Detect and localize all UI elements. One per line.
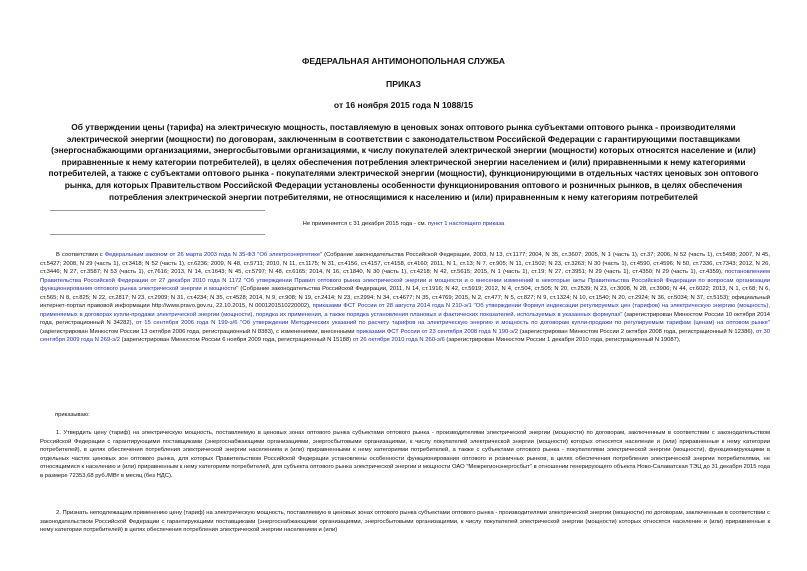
date-number-heading: от 16 ноября 2015 года N 1088/15 [333, 100, 474, 110]
applicability-note [0, 221, 807, 227]
preamble-text: В соответствии с [56, 252, 105, 258]
ordered-clause: приказываю: [55, 412, 90, 418]
document-title: Об утверждении цены (тарифа) на электрическую мощность, поставляемую в ценовых зонах оптового рынка субъектами оптового рынка - производителями электрической энергии (мощности) по договорам, заключенным в соответствии с законодательством Российской Федерации с гарантирующими поставщиками (энергоснабжающими организациями, энергосбытовыми организациями, к числу покупателей электрической энергии (мощности) которых относятся население и (или) приравненные к нему категории потребителей), в целях обеспечения потребления электрической энергии населением и (или) приравненными к нему категориями потребителей, а также с субъектами оптового рынка - покупателями электрической энергии (мощности), функционирующими в отдельных частях ценовых зон оптового рынка, для которых Правительством Российской Федерации установлены особенности функционирования оптового и розничных рынков, в целях обеспечения потребления электрической энергии потребителями, не относящимися к населению и (или) приравненным к нему категориям потребителей [48, 122, 759, 202]
reference-link[interactable]: приказами ФСТ России от 28 августа 2014 года N 210-э/1 "Об утверждении Формул индексации регулируемых цен (тарифов) на электрическую энергию (мощность), применяемых в договорах купли-продажи электрической энергии (мощности), порядка их применения, а также порядка установления плановых и фактических показателей, используемых в указанных формулах" [40, 303, 771, 318]
preamble-text: (зарегистрирован Минюстом России 1 декабря 2010 года, регистрационный N 19087), [444, 337, 681, 344]
preamble-text: (зарегистрирован Минюстом России 6 ноября 2009 года, регистрационный N 15188) [120, 337, 353, 344]
reference-link[interactable]: приказами ФСТ России от 23 сентября 2008 года N 190-э/2 [356, 328, 518, 335]
preamble-text: (Собрание законодательства Российской Федерации, 2011, N 14, ст.1916; N 42, ст.5919; 2012, N 4, ст.504, ст.505; N 20, ст.2539; N 23, ст.3008, N 28, ст.3906; N 44, ст.6022; 2013, N 1, ст.68; N 6, ст.565; N 8, ст.825; N 22, ст.2817; N 23, ст.2909; N 31, ст.4234; N 35, ст.4528; 2014, N 9, ст.908; N 19, ст.2414; N 23, ст.2994; N 34, ст.4677; N 35, ст.4769; 2015, N 2, ст.477; N 5, ст.827; N 9, ст.1324; N 10, ст.1540; N 20, ст.2924; N 36, ст.5034; N 37, ст.5153); официальный интернет-портал правовой информации http://www.pravo.gov.ru, 22.10.2015, N 0001201510220002), [40, 286, 770, 310]
preamble-text: (зарегистрирован Минюстом России 2 октября 2008 года, регистрационный N 12386), [518, 328, 756, 335]
note-text: Не применяется с 31 декабря 2015 года - см. [302, 221, 428, 227]
preamble-text: (зарегистрирован Минюстом России 10 октября 2014 года, регистрационный N 34282), [40, 311, 771, 327]
divider-top [50, 210, 265, 211]
reference-link[interactable]: от 26 октября 2010 года N 260-э/6 [352, 337, 445, 344]
divider-bottom [50, 234, 265, 235]
note-link[interactable]: пункт 1 настоящего приказа [427, 221, 505, 227]
reference-link[interactable]: от 30 сентября 2009 года N 269-э/2 [40, 328, 770, 344]
reference-link[interactable]: постановлением Правительства Российской Федерации от 27 декабря 2010 года N 1172 "Об утверждении Правил оптового рынка электрической энергии и мощности и о внесении изменений в некоторые акты Правительства Российской Федерации по вопросам организации функционирования оптового рынка электрической энергии и мощности" [40, 269, 770, 293]
preamble-text: (зарегистрирован Минюстом России 13 октября 2006 года, регистрационный N 8383), с изменениями, внесенными [40, 328, 357, 335]
preamble-text: (Собрание законодательства Российской Федерации, 2003, N 13, ст.1177; 2004, N 35, ст.3607; 2005, N 1 (часть 1), ст.37; 2006, N 52 (часть 1), ст.5498; 2007, N 45, ст.5427; 2008, N 29 (часть 1), ст.3418; N 52 (часть 1), ст.6236; 2009, N 48, ст.5711; 2010, N 11, ст.1175; N 31, ст.4156, ст.4157, ст.4158, ст.4160; 2011, N 1, ст.13; N 7, ст.905; N 11, ст.1502; N 23, ст.3263; N 30 (часть 1), ст.4590, ст.4596; N 50, ст.7336, ст.7343; 2012, N 26, ст.3446; N 27, ст.3587; N 53 (часть 1), ст.7616; 2013, N 14, ст.1643; N 45, ст.5797; N 48, ст.6165; 2014, N 16, ст.1840, N 30 (часть 1), ст.4218; N 42, ст.5615; 2015, N 1 (часть 1), ст.19; N 27, ст.3951; N 29 (часть 1), ст.4350; N 29 (часть 1), ст.4359), [40, 252, 770, 276]
reference-link[interactable]: Федеральным законом от 26 марта 2003 года N 35-ФЗ "Об электроэнергетике" [104, 252, 323, 258]
document-type-heading: ПРИКАЗ [386, 79, 421, 89]
preamble-paragraph [40, 251, 770, 345]
item-2-paragraph: 2. Признать неподлежащим применению цену (тариф) на электрическую мощность, поставляемую в ценовых зонах оптового рынка субъектами оптового рынка - производителями электрической энергии (мощности) по договорам, заключенным в соответствии с законодательством Российской Федерации с гарантирующими поставщиками (энергоснабжающими организациями, энергосбытовыми организациями, к числу покупателей электрической энергии (мощности) которых относятся население и (или) приравненные к нему категории потребителей) в целях обеспечения потребления электрической энергии населением и (или) [40, 510, 770, 534]
agency-heading: ФЕДЕРАЛЬНАЯ АНТИМОНОПОЛЬНАЯ СЛУЖБА [302, 56, 505, 66]
item-1-paragraph: 1. Утвердить цену (тариф) на электрическую мощность, поставляемую в ценовых зонах оптового рынка субъектами оптового рынка - производителями электрической энергии (мощности) по договорам, заключенным в соответствии с законодательством Российской Федерации с гарантирующими поставщиками (энергоснабжающими организациями, энергосбытовыми организациями, к числу покупателей электрической энергии (мощности) которых относятся население и (или) приравненные к нему категории потребителей), в целях обеспечения потребления электрической энергии населением и (или) приравненными к нему категориями потребителей, а также с субъектами оптового рынка - покупателями электрической энергии (мощности), функционирующими в отдельных частях ценовых зон оптового рынка, для которых Правительством Российской Федерации установлены особенности функционирования оптового и розничных рынков, в целях обеспечения потребления электрической энергии потребителями, не относящимися к населению и (или) приравненным к нему категориям потребителей, для субъекта оптового рынка электрической энергии и мощности ОАО "Межрегионэнергосбыт" в отношении генерирующего объекта Ново-Салаватская ТЭЦ до 31 декабря 2015 года в размере 72353,68 руб./МВт в месяц (без НДС). [40, 430, 770, 479]
reference-link[interactable]: от 15 сентября 2006 года N 199-э/6 "Об утверждении Методических указаний по расчету тарифов на электрическую энергию и мощность по договорам купли-продажи по регулируемым тарифам (ценам) на оптовом рынке" [135, 320, 770, 327]
